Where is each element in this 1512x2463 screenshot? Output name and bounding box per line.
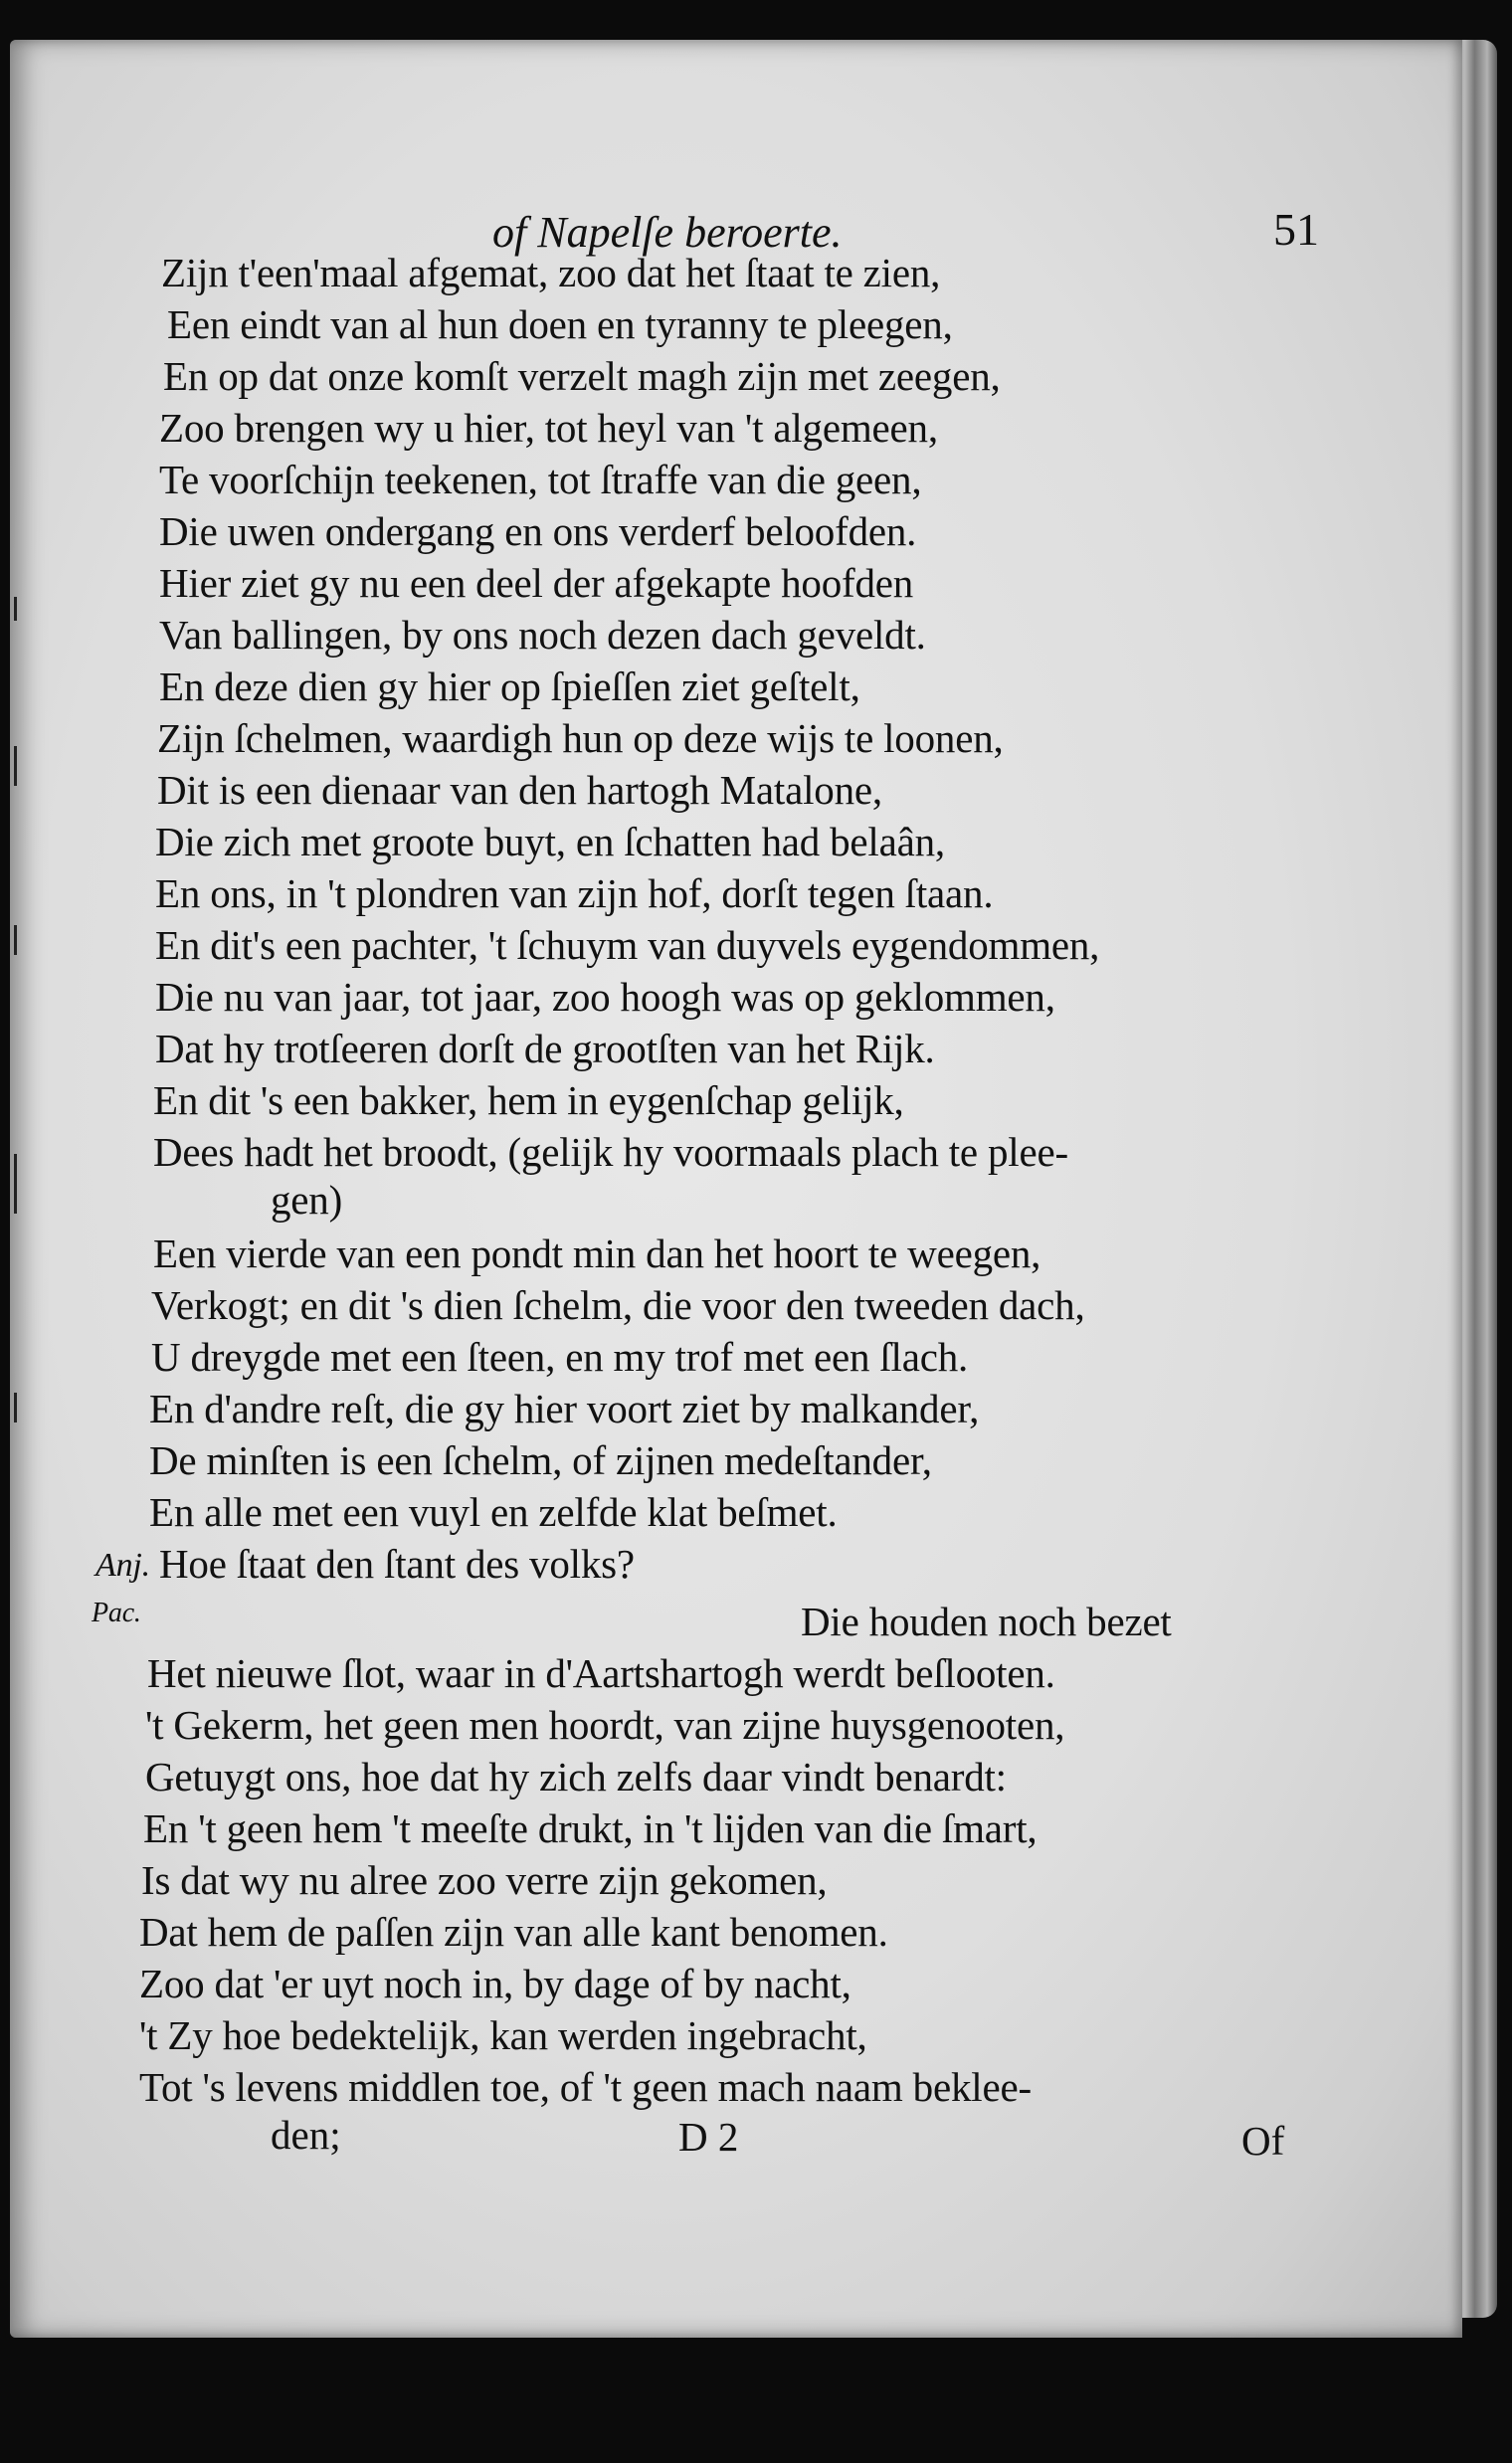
- verse-line: Het nieuwe ſlot, waar in d'Aartshartogh werdt beſlooten.: [147, 1650, 1055, 1696]
- signature-mark: D 2: [678, 2114, 739, 2160]
- verse-line: Een vierde van een pondt min dan het hoort te weegen,: [153, 1231, 1041, 1276]
- running-title: of Napelſe beroerte.: [492, 208, 843, 257]
- verse-text: [10, 40, 1462, 2338]
- verse-line: Zijn t'een'maal afgemat, zoo dat het ſtaat te zien,: [161, 250, 941, 295]
- verse-line: En ons, in 't plondren van zijn hof, dorſt tegen ſtaan.: [155, 870, 994, 916]
- verse-line: Van ballingen, by ons noch dezen dach geveldt.: [159, 612, 926, 658]
- page-sheet: [10, 40, 1462, 2338]
- verse-line: 't Gekerm, het geen men hoordt, van zijne huysgenooten,: [145, 1702, 1065, 1748]
- verse-line: En d'andre reſt, die gy hier voort ziet by malkander,: [149, 1386, 980, 1431]
- verse-line: Dat hy trotſeeren dorſt de grootſten van het Rijk.: [155, 1026, 935, 1071]
- verse-line: 't Zy hoe bedektelijk, kan werden ingebracht,: [139, 2012, 867, 2058]
- verse-line: Zoo dat 'er uyt noch in, by dage of by nacht,: [139, 1961, 851, 2006]
- verse-line: Dit is een dienaar van den hartogh Matalone,: [157, 767, 882, 813]
- verse-line: En deze dien gy hier op ſpieſſen ziet geſtelt,: [159, 663, 860, 709]
- verse-line: Die nu van jaar, tot jaar, zoo hoogh was op geklommen,: [155, 974, 1055, 1020]
- verse-line: Getuygt ons, hoe dat hy zich zelfs daar vindt benardt:: [145, 1754, 1007, 1800]
- verse-line: En op dat onze komſt verzelt magh zijn met zeegen,: [163, 353, 1001, 399]
- catchword: Of: [1241, 2118, 1285, 2164]
- speaker-label: Anj.: [95, 1547, 150, 1584]
- verse-line: Hier ziet gy nu een deel der afgekapte hoofden: [159, 560, 914, 606]
- speaker-label: Pac.: [92, 1598, 141, 1628]
- verse-line: En dit 's een bakker, hem in eygenſchap gelijk,: [153, 1077, 904, 1123]
- verse-line: Te voorſchijn teekenen, tot ſtraffe van die geen,: [159, 457, 922, 502]
- verse-line: En 't geen hem 't meeſte drukt, in 't lijden van die ſmart,: [143, 1805, 1038, 1851]
- verse-line: De minſten is een ſchelm, of zijnen medeſtander,: [149, 1437, 932, 1483]
- verse-line: En alle met een vuyl en zelfde klat beſmet.: [149, 1489, 838, 1535]
- verse-line: gen): [271, 1177, 343, 1223]
- verse-line: Verkogt; en dit 's dien ſchelm, die voor den tweeden dach,: [151, 1282, 1085, 1328]
- verse-line: Tot 's levens middlen toe, of 't geen mach naam beklee-: [139, 2064, 1032, 2110]
- verse-line: Zoo brengen wy u hier, tot heyl van 't algemeen,: [159, 405, 938, 451]
- speech-line: Hoe ſtaat den ſtant des volks?: [159, 1541, 635, 1587]
- verse-line: Dees hadt het broodt, (gelijk hy voormaals plach te plee-: [153, 1129, 1068, 1175]
- verse-line: Zijn ſchelmen, waardigh hun op deze wijs te loonen,: [157, 715, 1004, 761]
- verse-line: U dreygde met een ſteen, en my trof met een ſlach.: [151, 1334, 969, 1380]
- verse-line: Die uwen ondergang en ons verderf beloofden.: [159, 508, 917, 554]
- line-continuation: den;: [271, 2112, 341, 2158]
- page-number: 51: [1273, 204, 1319, 255]
- verse-line: Is dat wy nu alree zoo verre zijn gekomen,: [141, 1857, 828, 1903]
- verse-line: Die zich met groote buyt, en ſchatten had belaân,: [155, 819, 945, 864]
- verse-line: Dat hem de paſſen zijn van alle kant benomen.: [139, 1909, 888, 1955]
- speech-line: Die houden noch bezet: [801, 1599, 1172, 1644]
- verse-line: En dit's een pachter, 't ſchuym van duyvels eygendommen,: [155, 922, 1100, 968]
- verse-line: Een eindt van al hun doen en tyranny te pleegen,: [167, 301, 953, 347]
